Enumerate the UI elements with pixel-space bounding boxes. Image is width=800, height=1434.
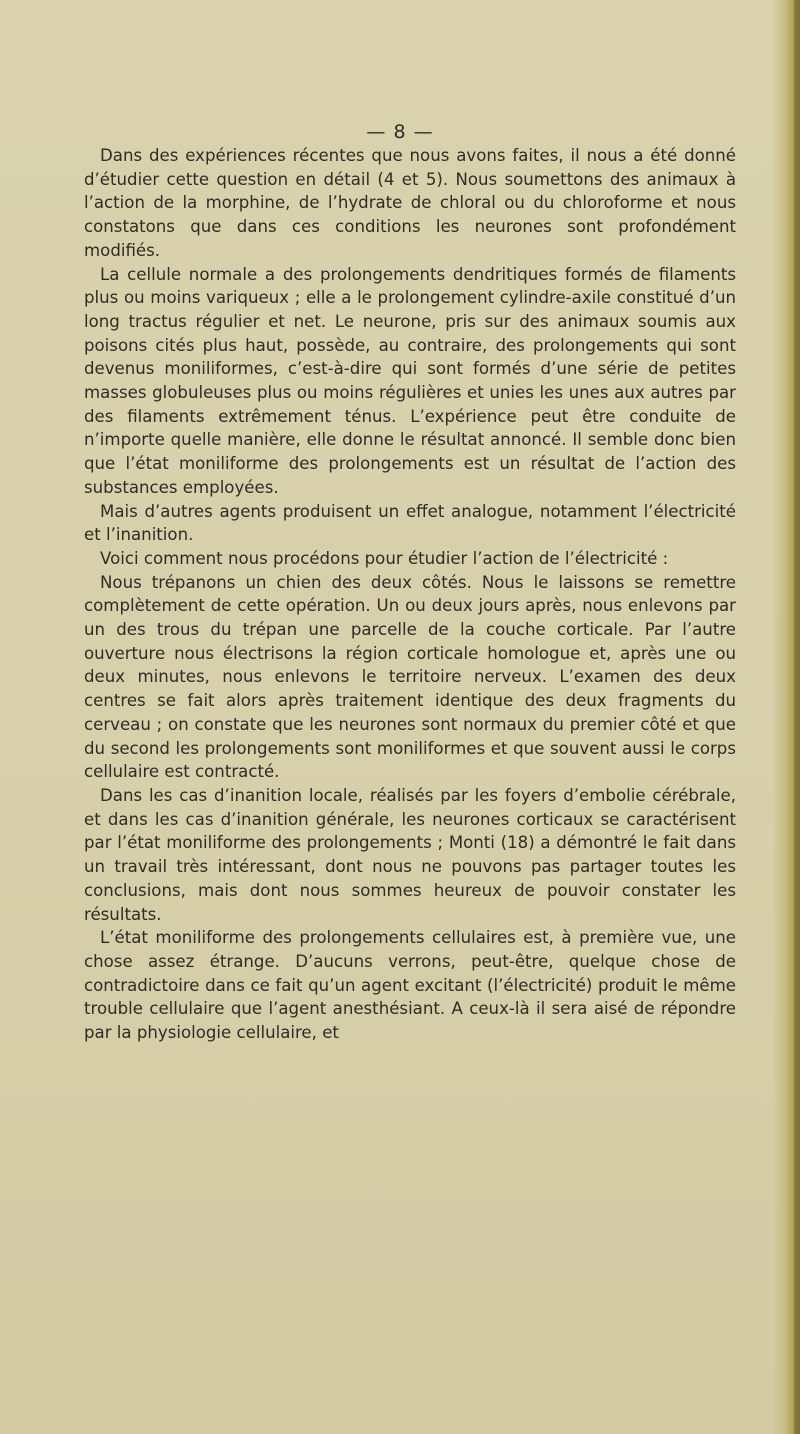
page-number: — 8 — <box>366 121 434 143</box>
paragraph-2: La cellule normale a des prolongements dendritiques formés de filaments plus ou moins variqueux ; elle a le prolongement cylindre-axile constitué d’un long tractus régulier et net. Le neurone, pris sur des animaux soumis aux poisons cités plus haut, possède, au contraire, des prolongements qui sont devenus moniliformes, c’est-à-dire qui sont formés d’une série de petites masses globuleuses plus ou moins régulières et unies les unes aux autres par des filaments extrêmement ténus. L’expérience peut être conduite de n’importe quelle manière, elle donne le résultat annoncé. Il semble donc bien que l’état moniliforme des prolongements est un résultat de l’action des substances employées. <box>84 264 736 497</box>
paragraph-1: Dans des expériences récentes que nous avons faites, il nous a été donné d’étudier cette question en détail (4 et 5). Nous soumettons des animaux à l’action de la morphine, de l’hydrate de chloral ou du chloroforme et nous constatons que dans ces conditions les neurones sont profondément modifiés. <box>84 146 736 260</box>
page-edge-border <box>794 0 800 1434</box>
paragraph-4: Voici comment nous procédons pour étudier l’action de l’électricité : <box>100 548 669 568</box>
paragraph-7: L’état moniliforme des prolongements cellulaires est, à première vue, une chose assez étrange. D’aucuns verrons, peut-être, quelque chose de contradictoire dans ce fait qu’un agent excitant (l’électricité) produit le même trouble cellulaire que l’agent anesthésiant. A ceux-là il sera aisé de répondre par la physiologie cellulaire, et <box>84 928 736 1043</box>
body-text <box>84 144 736 1045</box>
paragraph-5: Nous trépanons un chien des deux côtés. Nous le laissons se remettre complètement de cette opération. Un ou deux jours après, nous enlevons par un des trous du trépan une parcelle de la couche corticale. Par l’autre ouverture nous électrisons la région corticale homologue et, après une ou deux minutes, nous enlevons le territoire nerveux. L’examen des deux centres se fait alors après traitement identique des deux fragments du cerveau ; on constate que les neurones sont normaux du premier côté et que du second les prolongements sont moniliformes et que souvent aussi le corps cellulaire est contracté. <box>84 572 736 782</box>
paragraph-6: Dans les cas d’inanition locale, réalisés par les foyers d’embolie cérébrale, et dans les cas d’inanition générale, les neurones corticaux se caractérisent par l’état moniliforme des prolongements ; Monti (18) a démontré le fait dans un travail très intéressant, dont nous ne pouvons pas partager toutes les conclusions, mais dont nous sommes heureux de pouvoir constater les résultats. <box>84 785 736 924</box>
paragraph-3: Mais d’autres agents produisent un effet analogue, notamment l’électricité et l’inanition. <box>84 501 736 545</box>
